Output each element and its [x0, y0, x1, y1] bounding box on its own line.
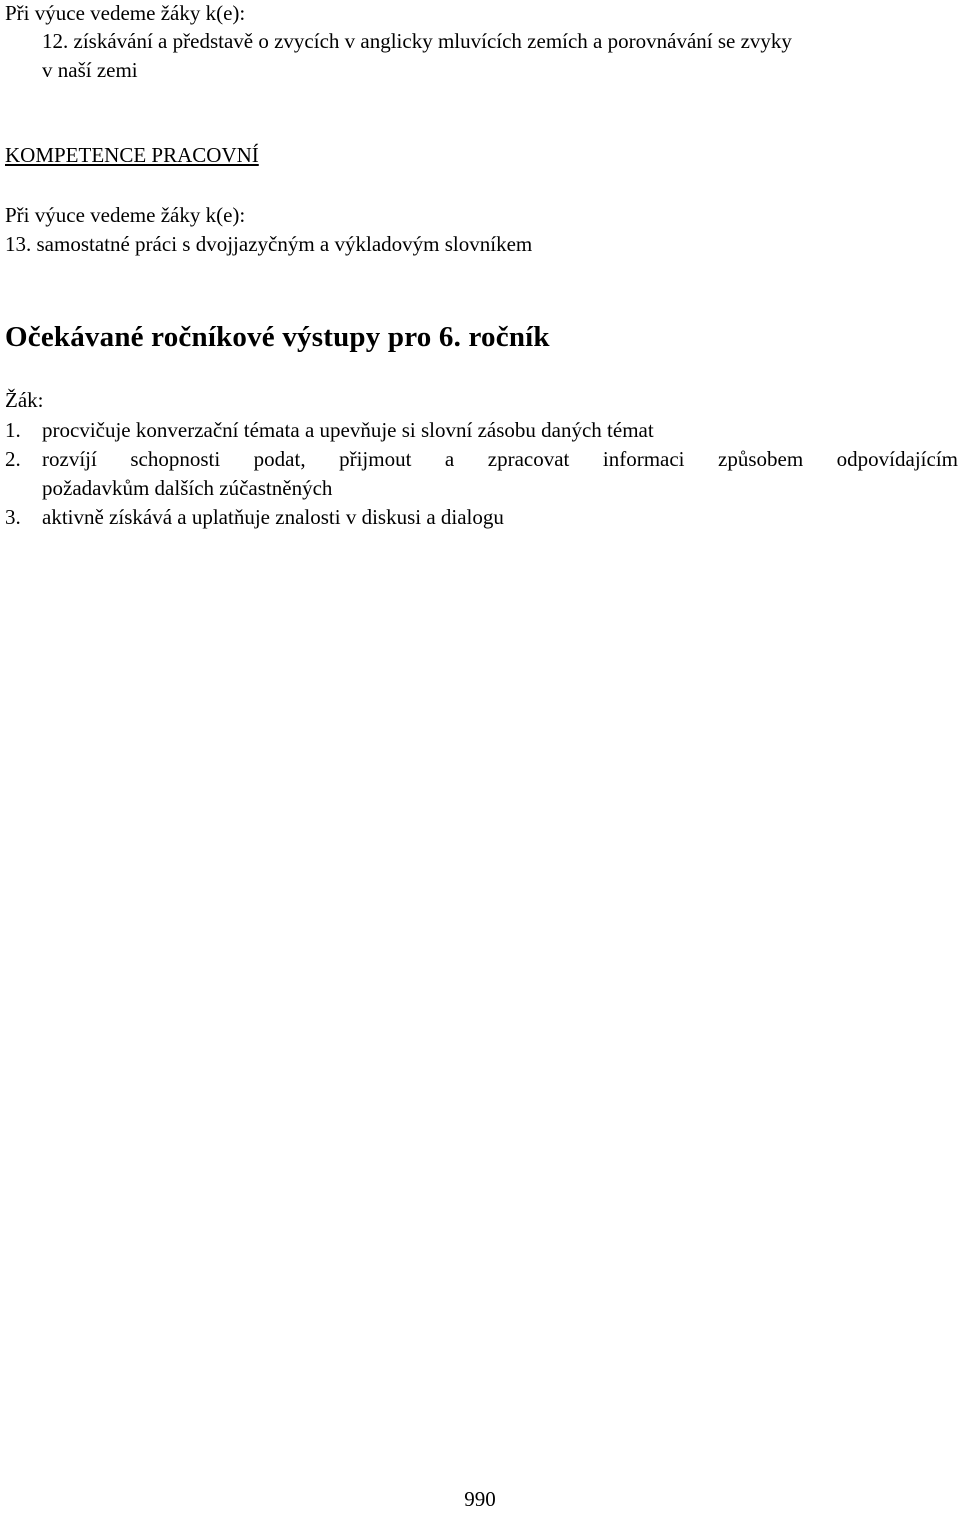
- section-title-kompetence-pracovni: KOMPETENCE PRACOVNÍ: [5, 143, 259, 167]
- intro-text: Při výuce vedeme žáky k(e):: [5, 1, 246, 25]
- page-number: 990: [464, 1487, 496, 1511]
- list-item-13: 13. samostatné práci s dvojjazyčným a výkladovým slovníkem: [5, 232, 533, 256]
- outcome-2-number: 2.: [5, 447, 21, 471]
- intro-text-2: Při výuce vedeme žáky k(e):: [5, 203, 246, 227]
- outcome-2-text-line1: rozvíjí schopnosti podat, přijmout a zpracovat informaci způsobem odpovídajícím: [42, 447, 958, 471]
- section-heading-outcomes: Očekávané ročníkové výstupy pro 6. ročník: [5, 321, 550, 353]
- student-label: Žák:: [5, 388, 44, 412]
- list-item-12-text: získávání a představě o zvycích v anglicky mluvících zemích a porovnávání se zvyky: [73, 29, 792, 53]
- outcome-1-number: 1.: [5, 418, 21, 442]
- outcome-3-text: aktivně získává a uplatňuje znalosti v diskusi a dialogu: [42, 505, 504, 529]
- outcome-2-text-line2: požadavkům dalších zúčastněných: [42, 476, 333, 500]
- list-item-12-number: 12.: [42, 29, 69, 53]
- outcome-3-number: 3.: [5, 505, 21, 529]
- outcome-1-text: procvičuje konverzační témata a upevňuje si slovní zásobu daných témat: [42, 418, 654, 442]
- list-item-12-line1: [42, 31, 792, 52]
- list-item-12-line2: v naší zemi: [42, 58, 138, 82]
